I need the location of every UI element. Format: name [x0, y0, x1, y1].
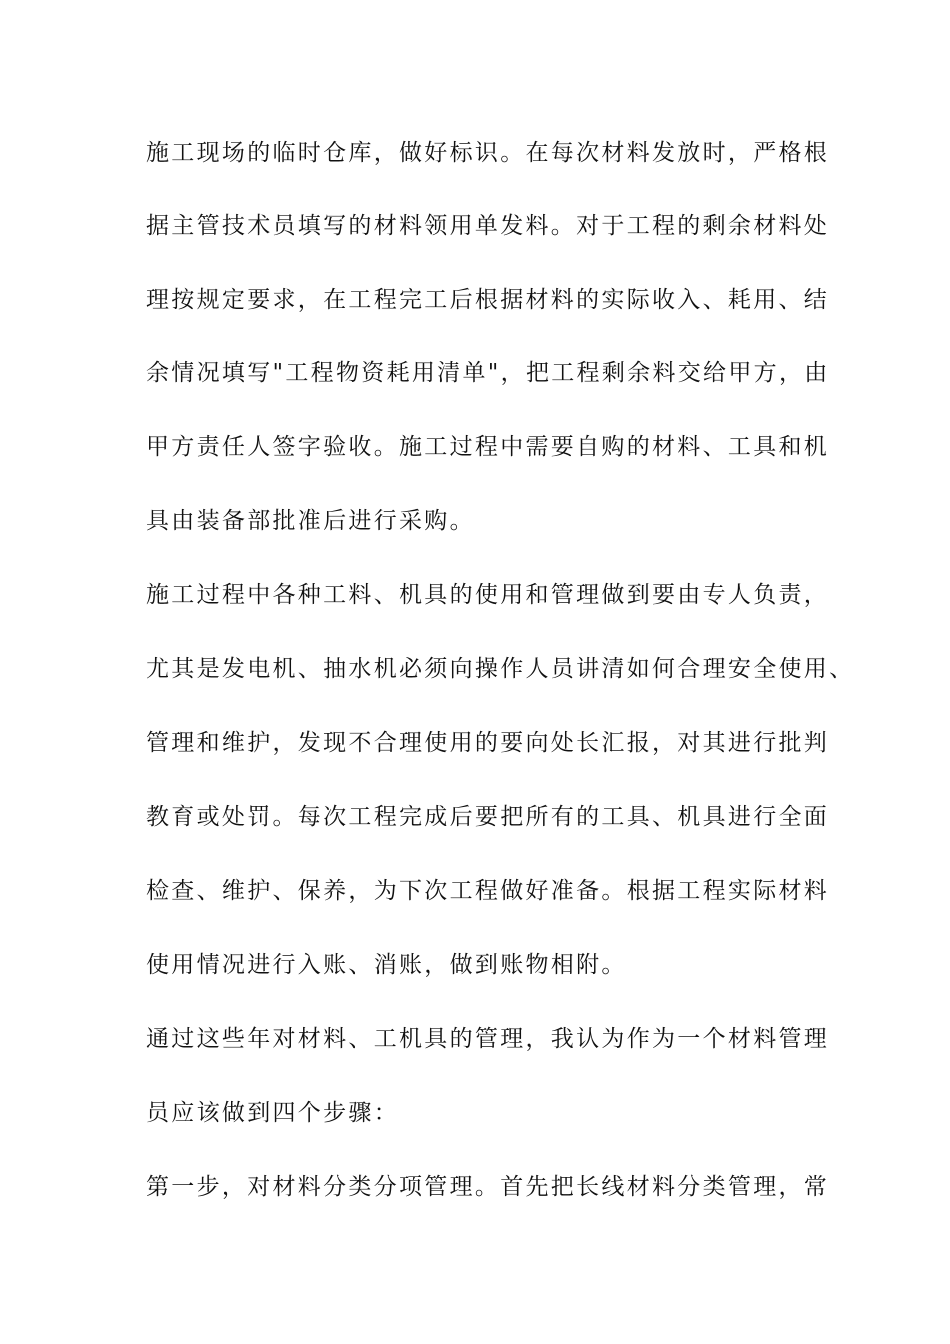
text-line-4: 余情况填写"工程物资耗用清单"，把工程剩余料交给甲方，由 [146, 360, 830, 386]
text-line-11: 检查、维护、保养，为下次工程做好准备。根据工程实际材料 [146, 878, 830, 904]
text-line-3: 理按规定要求，在工程完工后根据材料的实际收入、耗用、结 [146, 287, 830, 313]
text-line-9: 管理和维护，发现不合理使用的要向处长汇报，对其进行批判 [146, 730, 830, 756]
text-line-8: 尤其是发电机、抽水机必须向操作人员讲清如何合理安全使用、 [146, 656, 855, 682]
text-line-14: 员应该做到四个步骤： [146, 1100, 399, 1126]
text-line-6: 具由装备部批准后进行采购。 [146, 508, 475, 534]
text-line-15: 第一步，对材料分类分项管理。首先把长线材料分类管理，常 [146, 1174, 830, 1200]
text-line-2: 据主管技术员填写的材料领用单发料。对于工程的剩余材料处 [146, 213, 830, 239]
text-line-1: 施工现场的临时仓库，做好标识。在每次材料发放时，严格根 [146, 140, 830, 166]
text-line-10: 教育或处罚。每次工程完成后要把所有的工具、机具进行全面 [146, 804, 830, 830]
text-line-7: 施工过程中各种工料、机具的使用和管理做到要由专人负责， [146, 582, 830, 608]
text-line-13: 通过这些年对材料、工机具的管理，我认为作为一个材料管理 [146, 1026, 830, 1052]
text-line-5: 甲方责任人签字验收。施工过程中需要自购的材料、工具和机 [146, 434, 830, 460]
text-line-12: 使用情况进行入账、消账，做到账物相附。 [146, 952, 627, 978]
